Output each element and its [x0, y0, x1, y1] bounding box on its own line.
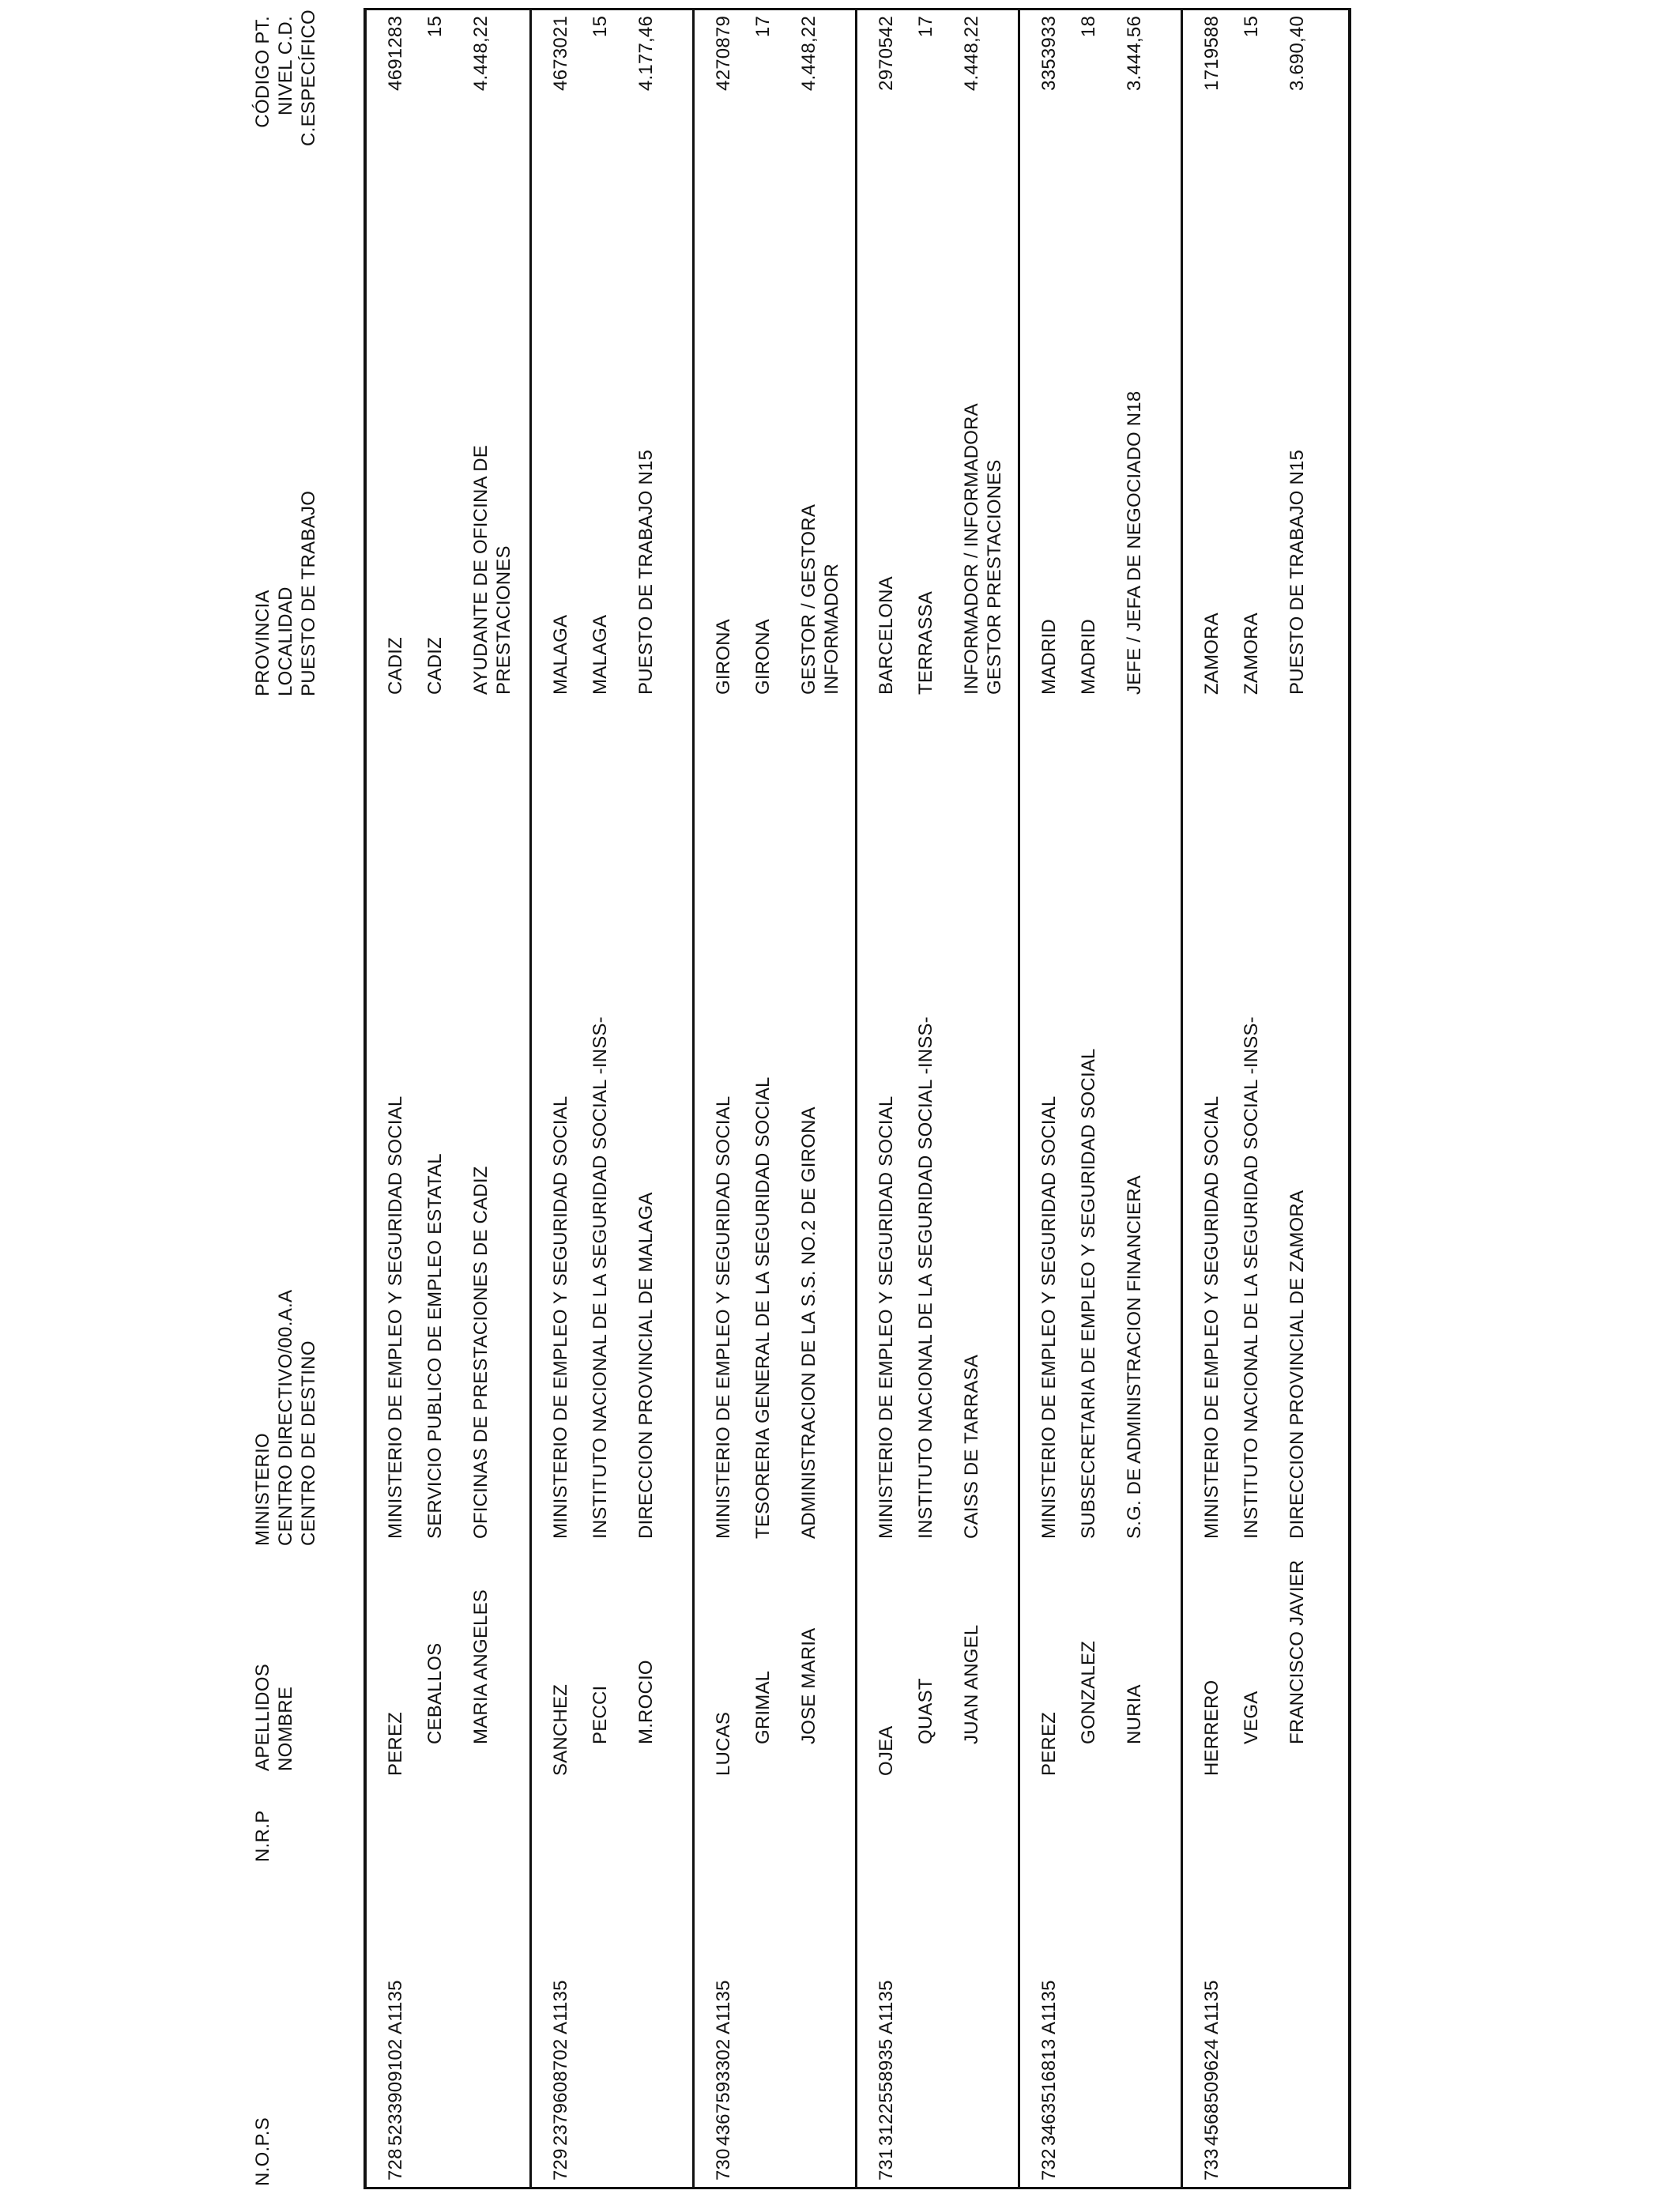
record-nombre: M.ROCIO	[635, 1660, 657, 1744]
record-centro-directivo: SUBSECRETARIA DE EMPLEO Y SEGURIDAD SOCIAL	[1078, 1048, 1099, 1539]
record-codigo-pt: 4691283	[385, 16, 406, 91]
record-nops: 731	[876, 2148, 897, 2181]
record-puesto-line: GESTOR / GESTORA	[798, 503, 819, 695]
record-apellido2: QUAST	[915, 1678, 936, 1744]
record-nrp: 4367593302 A1135	[713, 1980, 734, 2146]
record-provincia: MADRID	[1038, 619, 1060, 695]
record-nrp: 5233909102 A1135	[385, 1980, 406, 2146]
record-apellido1: LUCAS	[713, 1711, 734, 1776]
record-nivel-cd: 18	[1078, 16, 1099, 38]
record-nrp: 4568509624 A1135	[1201, 1980, 1222, 2146]
record-nivel-cd: 15	[424, 16, 446, 38]
record-nops: 732	[1038, 2148, 1060, 2181]
record-puesto-line: INFORMADOR	[821, 564, 842, 695]
record-codigo-pt: 3353933	[1038, 16, 1060, 91]
record-puesto-line: PUESTO DE TRABAJO N15	[635, 449, 657, 695]
record-centro-destino: ADMINISTRACION DE LA S.S. NO.2 DE GIRONA	[798, 1106, 819, 1539]
record-block	[1181, 10, 1346, 2187]
record-apellido2: PECCI	[590, 1685, 611, 1744]
record-puesto	[797, 504, 843, 695]
record-puesto	[635, 450, 657, 695]
record-nivel-cd: 17	[752, 16, 774, 38]
record-centro-directivo: INSTITUTO NACIONAL DE LA SEGURIDAD SOCIAL -INSS-	[915, 1016, 936, 1539]
record-apellido1: HERRERO	[1201, 1679, 1222, 1776]
record-centro-directivo: INSTITUTO NACIONAL DE LA SEGURIDAD SOCIAL -INSS-	[1241, 1016, 1262, 1539]
record-centro-directivo: SERVICIO PUBLICO DE EMPLEO ESTATAL	[424, 1153, 446, 1539]
record-provincia: GIRONA	[713, 619, 734, 695]
record-block	[367, 10, 529, 2187]
record-ministerio: MINISTERIO DE EMPLEO Y SEGURIDAD SOCIAL	[1201, 1095, 1222, 1539]
record-c-especifico: 4.448,22	[798, 16, 819, 92]
header-ministerio: MINISTERIO CENTRO DIRECTIVO/00.A.A CENTRO DE DESTINO	[252, 1289, 319, 1546]
record-centro-destino: DIRECCION PROVINCIAL DE MALAGA	[635, 1192, 657, 1539]
record-nops: 728	[385, 2148, 406, 2181]
record-block	[692, 10, 857, 2187]
record-puesto	[469, 445, 515, 695]
record-nops: 730	[713, 2148, 734, 2181]
record-codigo-pt: 4673021	[550, 16, 571, 91]
record-centro-destino: CAISS DE TARRASA	[961, 1354, 982, 1539]
record-c-especifico: 4.448,22	[470, 16, 492, 92]
record-localidad: ZAMORA	[1241, 613, 1262, 695]
record-centro-directivo: TESORERIA GENERAL DE LA SEGURIDAD SOCIAL	[752, 1076, 774, 1539]
record-nombre: NURIA	[1124, 1684, 1145, 1744]
record-puesto	[1123, 391, 1146, 695]
record-puesto-line: GESTOR PRESTACIONES	[984, 459, 1005, 695]
record-ministerio: MINISTERIO DE EMPLEO Y SEGURIDAD SOCIAL	[385, 1095, 406, 1539]
record-apellido2: VEGA	[1241, 1691, 1262, 1744]
record-puesto-line: AYUDANTE DE OFICINA DE	[470, 444, 492, 695]
record-puesto-line: PRESTACIONES	[493, 545, 514, 695]
record-nrp: 3122558935 A1135	[876, 1980, 897, 2146]
record-apellido1: PEREZ	[385, 1711, 406, 1776]
record-apellido2: GRIMAL	[752, 1670, 774, 1744]
record-puesto	[960, 403, 1006, 695]
header-apellidos: APELLIDOS NOMBRE	[252, 1663, 296, 1771]
record-provincia: BARCELONA	[876, 576, 897, 695]
record-apellido2: GONZALEZ	[1078, 1641, 1099, 1744]
record-provincia: MALAGA	[550, 614, 571, 695]
record-nrp: 2379608702 A1135	[550, 1980, 571, 2146]
record-puesto-line: INFORMADOR / INFORMADORA	[961, 403, 982, 695]
record-apellido1: PEREZ	[1038, 1711, 1060, 1776]
record-localidad: MADRID	[1078, 619, 1099, 695]
record-centro-destino: OFICINAS DE PRESTACIONES DE CADIZ	[470, 1166, 492, 1539]
record-provincia: CADIZ	[385, 637, 406, 695]
record-provincia: ZAMORA	[1201, 613, 1222, 695]
record-codigo-pt: 4270879	[713, 16, 734, 91]
record-c-especifico: 3.444,56	[1124, 16, 1145, 92]
record-localidad: GIRONA	[752, 619, 774, 695]
column-header	[251, 0, 330, 2194]
records-table	[363, 8, 1351, 2189]
record-nombre: FRANCISCO JAVIER	[1286, 1559, 1308, 1744]
record-apellido2: CEBALLOS	[424, 1642, 446, 1744]
header-provincia: PROVINCIA LOCALIDAD PUESTO DE TRABAJO	[252, 490, 319, 696]
record-nops: 733	[1201, 2148, 1222, 2181]
record-nivel-cd: 17	[915, 16, 936, 38]
record-nombre: MARIA ANGELES	[470, 1589, 492, 1744]
record-localidad: CADIZ	[424, 637, 446, 695]
record-nivel-cd: 15	[590, 16, 611, 38]
record-puesto-line: JEFE / JEFA DE NEGOCIADO N18	[1124, 390, 1145, 695]
record-c-especifico: 4.177,46	[635, 16, 657, 92]
record-puesto	[1286, 450, 1309, 695]
record-centro-destino: S.G. DE ADMINISTRACION FINANCIERA	[1124, 1175, 1145, 1539]
record-codigo-pt: 2970542	[876, 16, 897, 91]
record-codigo-pt: 1719588	[1201, 16, 1222, 91]
record-localidad: TERRASSA	[915, 591, 936, 695]
record-c-especifico: 3.690,40	[1286, 16, 1308, 92]
record-block	[1018, 10, 1183, 2187]
record-ministerio: MINISTERIO DE EMPLEO Y SEGURIDAD SOCIAL	[876, 1095, 897, 1539]
record-apellido1: OJEA	[876, 1725, 897, 1776]
record-centro-directivo: INSTITUTO NACIONAL DE LA SEGURIDAD SOCIAL -INSS-	[590, 1016, 611, 1539]
record-block	[529, 10, 695, 2187]
record-localidad: MALAGA	[590, 614, 611, 695]
record-ministerio: MINISTERIO DE EMPLEO Y SEGURIDAD SOCIAL	[1038, 1095, 1060, 1539]
record-ministerio: MINISTERIO DE EMPLEO Y SEGURIDAD SOCIAL	[713, 1095, 734, 1539]
record-nombre: JUAN ANGEL	[961, 1624, 982, 1744]
record-block	[855, 10, 1020, 2187]
record-nombre: JOSE MARIA	[798, 1627, 819, 1744]
header-nops: N.O.P.S	[252, 2117, 273, 2186]
record-puesto-line: PUESTO DE TRABAJO N15	[1286, 449, 1308, 695]
record-nrp: 3463516813 A1135	[1038, 1980, 1060, 2146]
record-apellido1: SANCHEZ	[550, 1683, 571, 1776]
record-c-especifico: 4.448,22	[961, 16, 982, 92]
record-centro-destino: DIRECCION PROVINCIAL DE ZAMORA	[1286, 1189, 1308, 1539]
header-codigo: CÓDIGO PT. NIVEL C.D. C.ESPECÍFICO	[252, 9, 319, 146]
record-nivel-cd: 15	[1241, 16, 1262, 38]
header-nrp: N.R.P	[252, 1810, 273, 1862]
record-ministerio: MINISTERIO DE EMPLEO Y SEGURIDAD SOCIAL	[550, 1095, 571, 1539]
record-nops: 729	[550, 2148, 571, 2181]
